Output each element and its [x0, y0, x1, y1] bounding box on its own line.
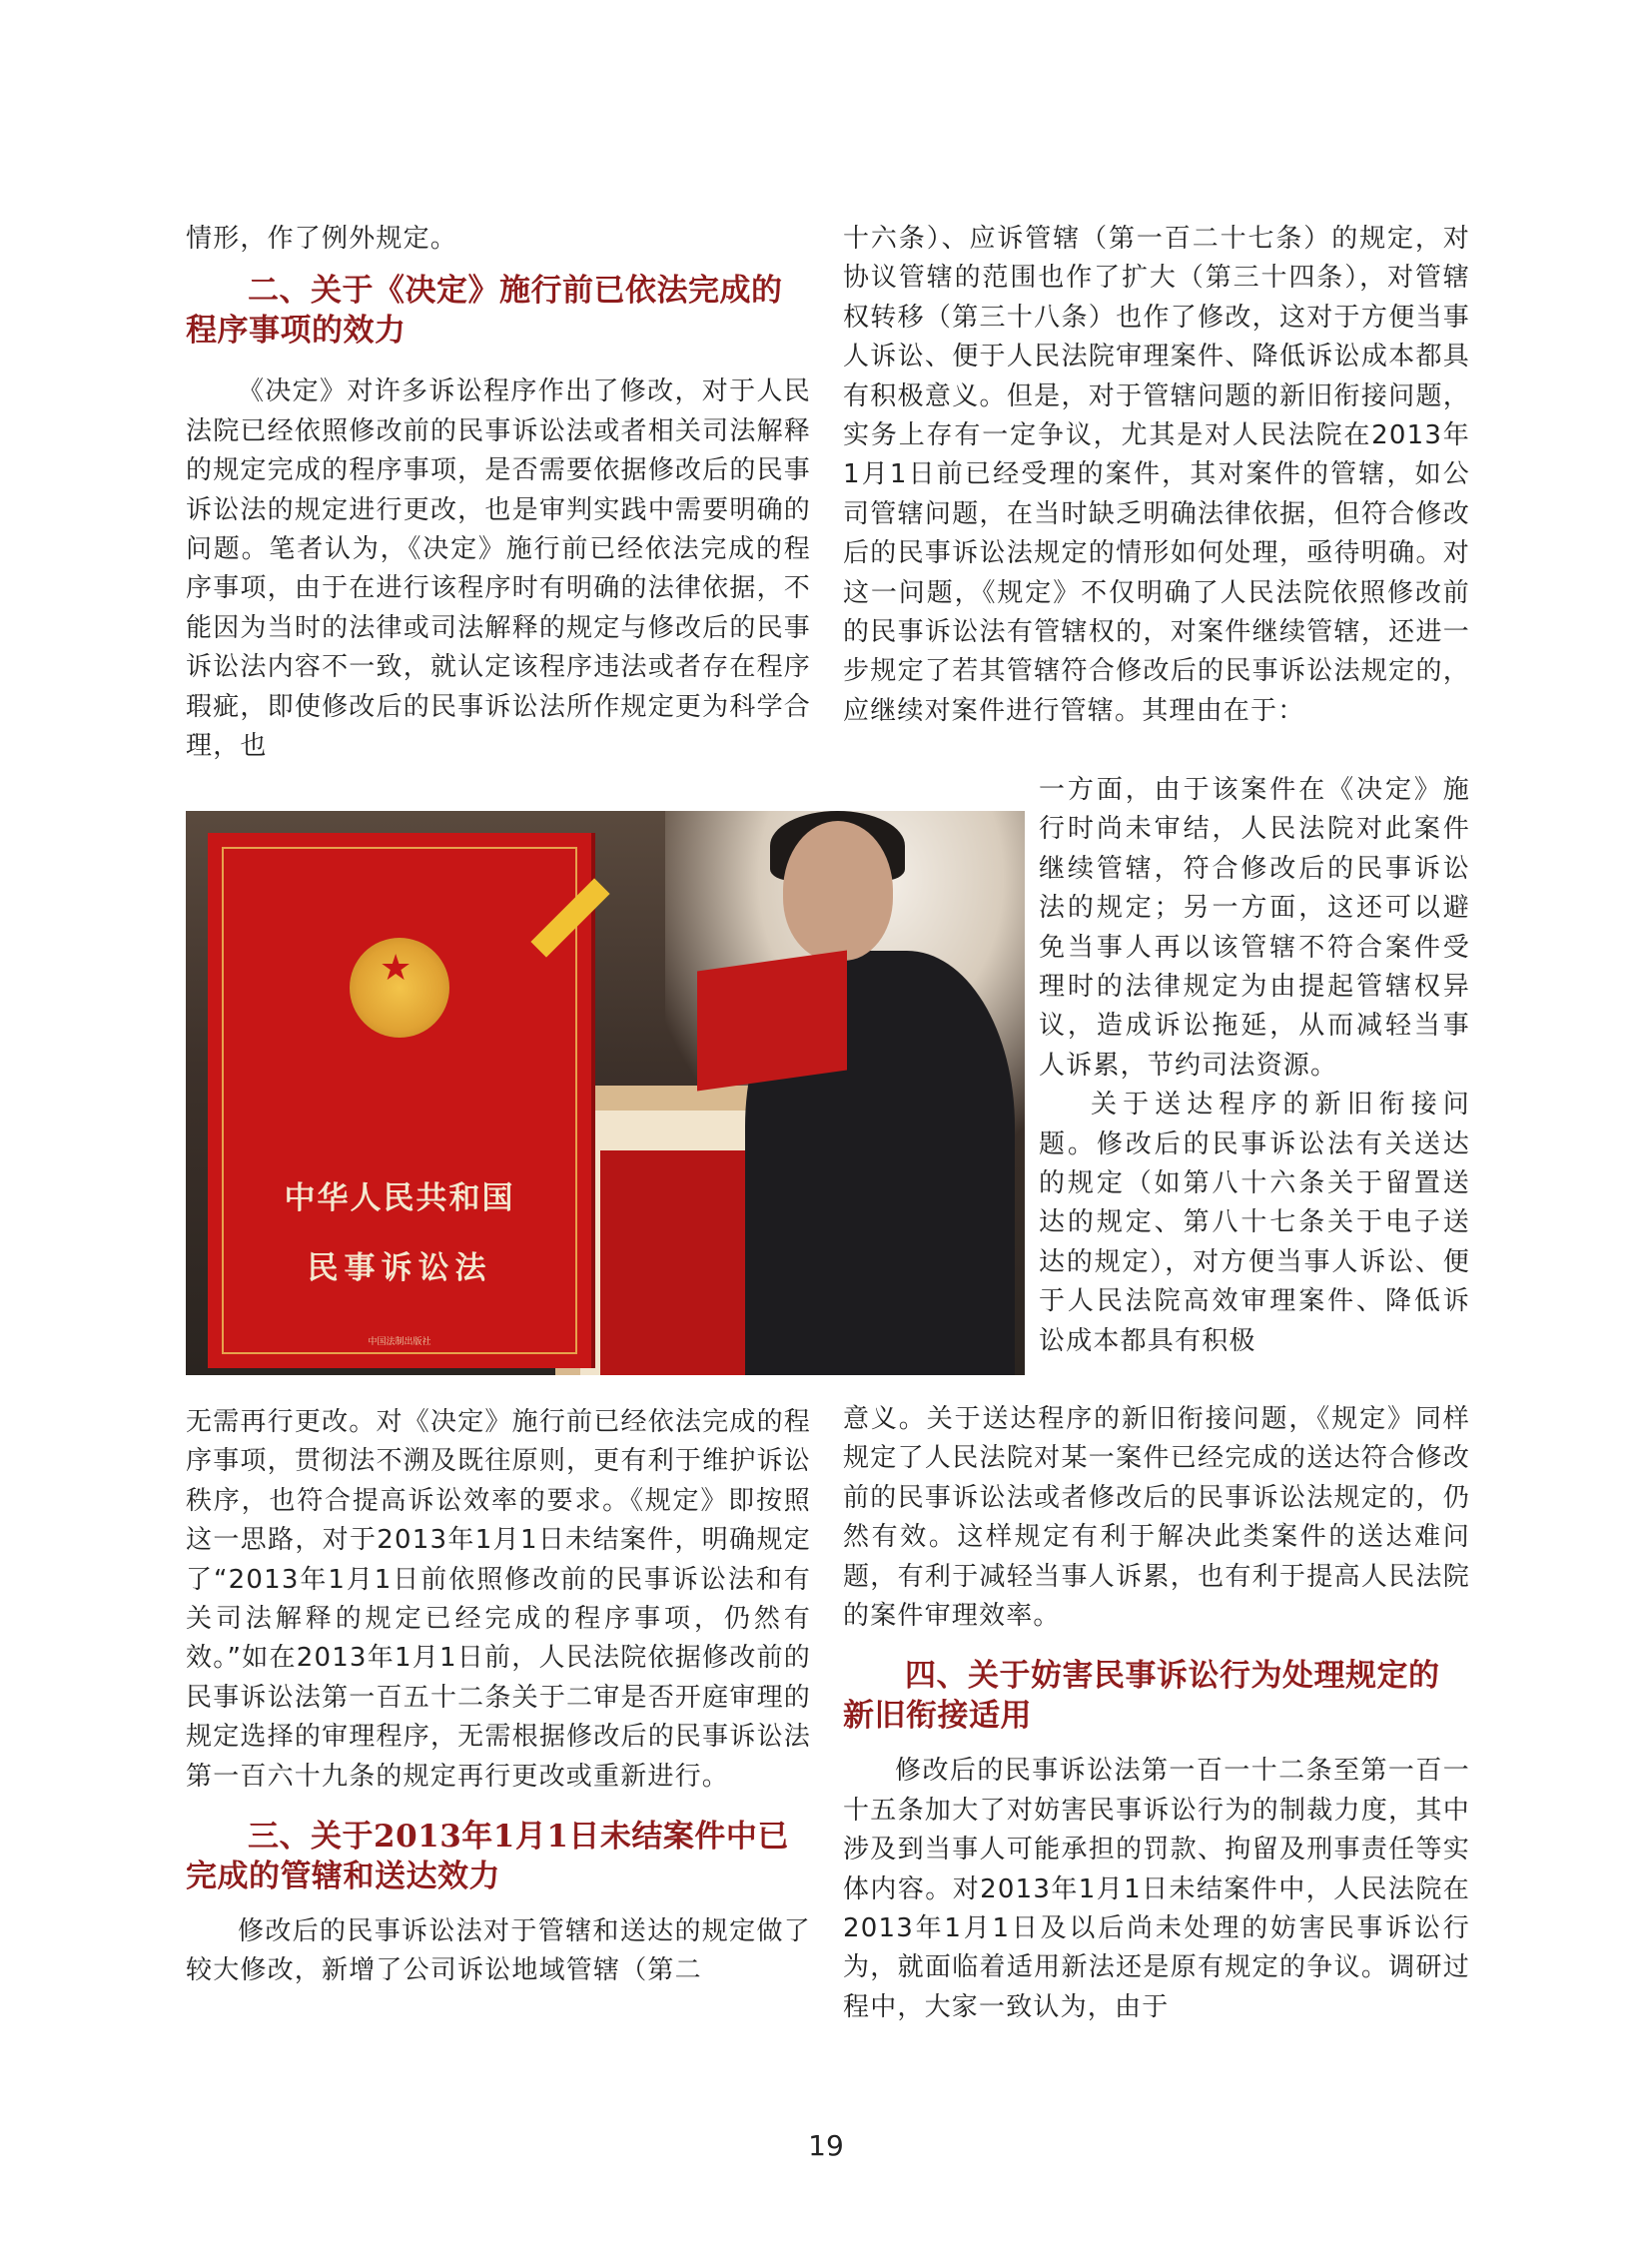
paragraph-jurisdiction: 十六条）、应诉管辖（第一百二十七条）的规定，对协议管辖的范围也作了扩大（第三十四条），对管辖权转移（第三十八条）也作了修改，这对于方便当事人诉讼、便于人民法院审理案件、降低诉讼成本都具有积极意义。但是，对于管辖问题的新旧衔接问题，实务上存有一定争议，尤其是对人民法院在2013年1月1日前已经受理的案件，其对案件的管辖，如公司管辖问题，在当时缺乏明确法律依据，但符合修改后的民事诉讼法规定的情形如何处理，亟待明确。对这一问题，《规定》不仅明确了人民法院依照修改前的民事诉讼法有管辖权的，对案件继续管辖，还进一步规定了若其管辖符合修改后的民事诉讼法规定的，应继续对案件进行管辖。其理由在于：: [843, 224, 1470, 726]
right-column-wrap: [1039, 771, 1470, 1361]
photo-civil-procedure-law-book: [186, 811, 1025, 1375]
paragraph-section-4: 修改后的民事诉讼法第一百一十二条至第一百一十五条加大了对妨害民事诉讼行为的制裁力度，其中涉及到当事人可能承担的罚款、拘留及刑事责任等实体内容。对2013年1月1日未结案件中，人民法院在2013年1月1日及以后尚未处理的妨害民事诉讼行为，就面临着适用新法还是原有规定的争议。调研过程中，大家一致认为，由于: [843, 1756, 1470, 2022]
left-column: [186, 220, 811, 766]
book-publisher: 中国法制出版社: [368, 1337, 431, 1347]
paragraph-section-2-cont: 无需再行更改。对《决定》施行前已经依法完成的程序事项，贯彻法不溯及既往原则，更有利于维护诉讼秩序，也符合提高诉讼效率的要求。《规定》即按照这一思路，对于2013年1月1日未结案件，明确规定了“2013年1月1日前依照修改前的民事诉讼法和有关司法解释的规定已经完成的程序事项，仍然有效。”如在2013年1月1日前，人民法院依据修改前的民事诉讼法第一百五十二条关于二审是否开庭审理的规定选择的审理程序，无需根据修改后的民事诉讼法第一百六十九条的规定再行更改或重新进行。: [186, 1407, 811, 1792]
national-emblem-icon: [350, 938, 449, 1038]
paragraph-jurisdiction-reason: 一方面，由于该案件在《决定》施行时尚未审结，人民法院对此案件继续管辖，符合修改后的民事诉讼法的规定；另一方面，这还可以避免当事人再以该管辖不符合案件受理时的法律规定为由提起管辖权异议，造成诉讼拖延，从而减轻当事人诉累，节约司法资源。: [1039, 775, 1470, 1081]
law-book-cover: [208, 833, 591, 1368]
page-number: 19: [808, 2129, 844, 2162]
section-heading-3: 三、关于2013年1月1日未结案件中已完成的管辖和送达效力: [186, 1819, 789, 1895]
right-column-lower: [843, 1400, 1470, 2027]
book-title-line1: 中华人民共和国: [284, 1180, 515, 1216]
section-heading-4: 四、关于妨害民事诉讼行为处理规定的新旧衔接适用: [843, 1658, 1440, 1735]
paragraph-section-3: 修改后的民事诉讼法对于管辖和送达的规定做了较大修改，新增了公司诉讼地域管辖（第二: [186, 1916, 811, 1986]
book-title-line2: 民事诉讼法: [307, 1250, 492, 1286]
paragraph-section-2: 《决定》对许多诉讼程序作出了修改，对于人民法院已经依照修改前的民事诉讼法或者相关司法解释的规定完成的程序事项，是否需要依据修改后的民事诉讼法的规定进行更改，也是审判实践中需要明确的问题。笔者认为，《决定》施行前已经依法完成的程序事项，由于在进行该程序时有明确的法律依据，不能因为当时的法律或司法解释的规定与修改后的民事诉讼法内容不一致，就认定该程序违法或者存在程序瑕疵，即使修改后的民事诉讼法所作规定更为科学合理，也: [186, 376, 811, 762]
paragraph-service-cont: 意义。关于送达程序的新旧衔接问题，《规定》同样规定了人民法院对某一案件已经完成的送达符合修改前的民事诉讼法或者修改后的民事诉讼法规定的，仍然有效。这样规定有利于解决此类案件的送达难问题，有利于减轻当事人诉累，也有利于提高人民法院的案件审理效率。: [843, 1404, 1470, 1632]
section-heading-2: 二、关于《决定》施行前已依法完成的程序事项的效力: [186, 273, 783, 350]
paragraph-intro-end: 情形，作了例外规定。: [186, 224, 458, 254]
right-column: [843, 220, 1470, 731]
paragraph-service-start: 关于送达程序的新旧衔接问题。修改后的民事诉讼法有关送达的规定（如第八十六条关于留置送达的规定、第八十七条关于电子送达的规定），对方便当事人诉讼、便于人民法院高效审理案件、降低诉讼成本都具有积极: [1039, 1090, 1470, 1356]
left-column-lower: [186, 1403, 811, 1991]
red-book-in-hand: [697, 950, 847, 1091]
